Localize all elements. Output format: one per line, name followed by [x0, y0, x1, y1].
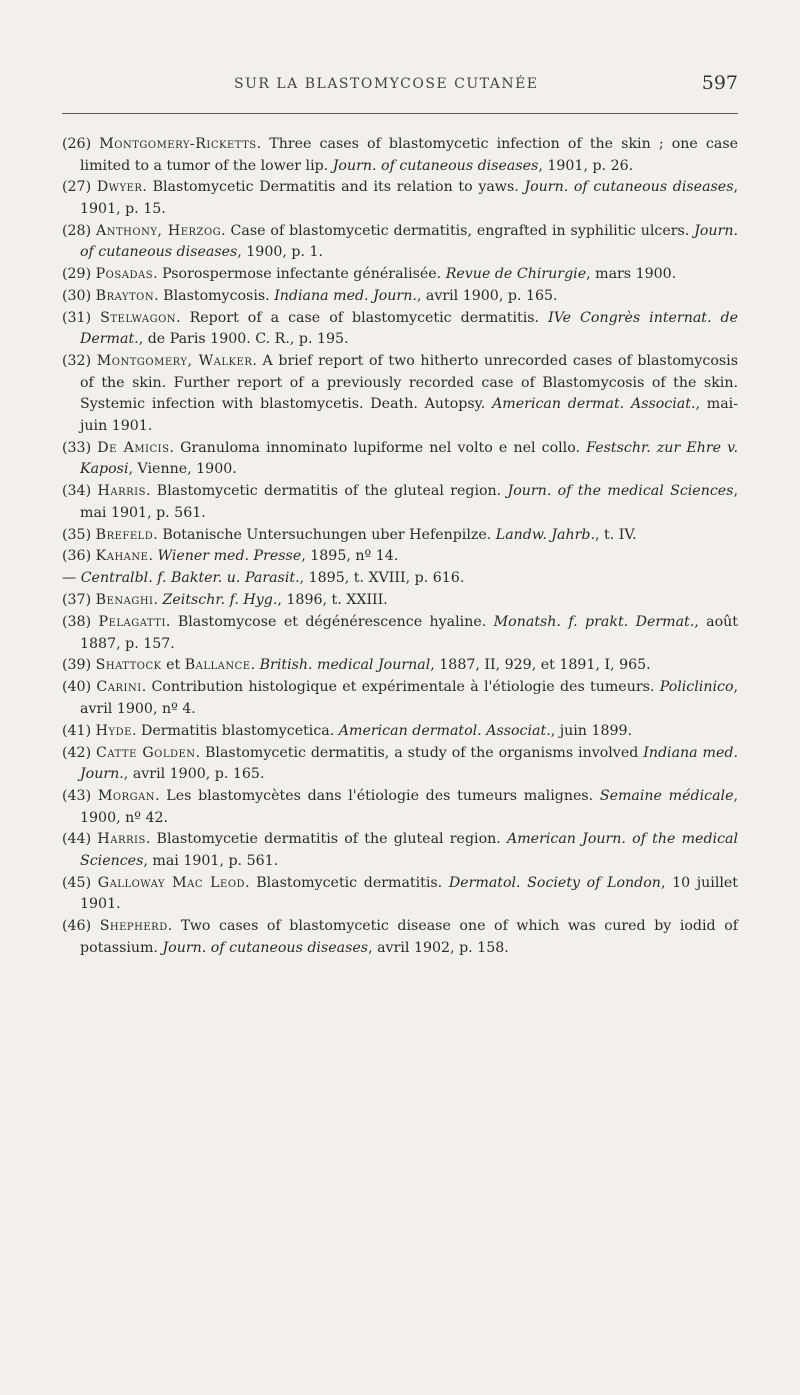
reference-author: Anthony, Herzog — [96, 222, 222, 239]
reference-details: , 1887, II, 929, et 1891, I, 965. — [430, 657, 651, 674]
reference-text: . Report of a case of blastomycetic dermatitis. — [176, 309, 549, 326]
reference-number: (36) — [62, 548, 96, 565]
reference-item — [62, 134, 738, 177]
reference-source: IVe Congrès internat. de Dermat. — [80, 309, 739, 348]
header-rule — [62, 113, 738, 114]
reference-item — [62, 829, 738, 872]
reference-number: (32) — [62, 353, 97, 370]
reference-author: Benaghi — [95, 592, 154, 609]
reference-details: , 1896, t. XXIII. — [277, 592, 388, 609]
reference-details: , Vienne, 1900. — [128, 461, 237, 478]
reference-author: Harris — [97, 483, 146, 500]
page-header — [62, 72, 738, 102]
reference-details: , 1900, nº 42. — [80, 788, 738, 826]
reference-author-2: Ballance — [184, 657, 251, 674]
reference-item — [62, 177, 738, 220]
reference-item — [62, 264, 738, 286]
reference-source: Monatsh. f. prakt. Dermat. — [493, 614, 695, 631]
reference-details: , août 1887, p. 157. — [80, 614, 739, 652]
reference-author: Dwyer — [96, 179, 143, 196]
reference-text: . — [153, 592, 163, 609]
reference-author: Galloway Mac Leod — [97, 874, 246, 891]
reference-item — [62, 655, 738, 677]
running-title: SUR LA BLASTOMYCOSE CUTANÉE — [234, 76, 539, 92]
reference-text: . Botanische Untersuchungen uber Hefenpilze. — [153, 526, 496, 543]
reference-text: . Blastomycetic dermatitis of the gluteal region. — [145, 483, 508, 500]
reference-text: . Blastomycetie dermatitis of the gluteal region. — [145, 831, 507, 848]
reference-author: Harris — [97, 831, 146, 848]
reference-source: Journ. of the medical Sciences — [507, 483, 734, 500]
reference-text: . Contribution histologique et expérimentale à l'étiologie des tumeurs. — [141, 679, 660, 696]
reference-item — [62, 590, 738, 612]
reference-details: , avril 1900, nº 4. — [80, 679, 739, 717]
reference-details: , 1895, t. XVIII, p. 616. — [299, 570, 465, 587]
reference-text: . Blastomycetic dermatitis, a study of the organisms involved — [195, 744, 644, 761]
reference-item — [62, 612, 738, 655]
reference-details: , 10 juillet 1901. — [80, 874, 738, 913]
reference-item — [62, 351, 738, 437]
reference-text: . — [148, 548, 158, 565]
reference-item — [62, 743, 738, 786]
reference-author: Pelagatti — [98, 614, 166, 631]
reference-details: , 1901, p. 26. — [538, 157, 634, 174]
reference-details: , mai 1901, p. 561. — [143, 852, 279, 869]
reference-number: (30) — [62, 288, 96, 305]
reference-author: Brayton — [95, 288, 155, 305]
reference-text: . Blastomycose et dégénérescence hyaline. — [165, 614, 494, 631]
reference-number: (33) — [62, 439, 98, 456]
reference-text: . Blastomycetic dermatitis. — [245, 874, 449, 891]
reference-item — [62, 677, 738, 720]
reference-text: . Two cases of blastomycetic disease one of which was cured by iodid of potassium. — [80, 918, 738, 956]
reference-source: Journ. of cutaneous diseases — [80, 222, 738, 261]
reference-source: Indiana med. Journ. — [274, 288, 417, 305]
reference-details: , avril 1902, p. 158. — [368, 939, 509, 956]
reference-source: Journ. of cutaneous diseases — [332, 157, 539, 174]
reference-source: Festschr. zur Ehre v. Kaposi — [80, 439, 738, 478]
reference-author: Hyde — [95, 722, 132, 739]
reference-number: (35) — [62, 526, 96, 543]
reference-number: (44) — [62, 831, 98, 848]
reference-number: (31) — [62, 309, 101, 326]
reference-source: Centralbl. f. Bakter. u. Parasit. — [80, 570, 300, 587]
reference-number: (42) — [62, 744, 97, 761]
reference-item — [62, 286, 738, 308]
reference-source: American Journ. of the medical Sciences — [80, 831, 739, 869]
reference-text: et — [161, 657, 185, 674]
reference-item — [62, 221, 738, 264]
reference-item — [62, 786, 738, 829]
reference-text: . Blastomycosis. — [154, 288, 275, 305]
reference-number: (39) — [62, 657, 96, 674]
reference-author: Montgomery, Walker — [96, 353, 253, 370]
reference-number: (26) — [62, 136, 100, 152]
reference-item — [62, 525, 738, 547]
reference-author: Carini — [96, 679, 142, 696]
reference-source: British. medical Journal — [259, 657, 431, 674]
reference-source: Wiener med. Presse — [157, 548, 302, 565]
reference-source: Journ. of cutaneous diseases — [524, 179, 734, 196]
reference-item — [62, 916, 738, 959]
reference-details: , t. IV. — [595, 526, 637, 543]
reference-source: Dermatol. Society of London — [448, 874, 661, 891]
reference-source: American dermat. Associat. — [492, 396, 696, 413]
reference-text: . Case of blastomycetic dermatitis, engrafted in syphilitic ulcers. — [221, 222, 695, 239]
reference-source: Journ. of cutaneous diseases — [162, 939, 369, 956]
reference-author: Brefeld — [95, 526, 154, 543]
reference-author: Kahane — [95, 548, 149, 565]
reference-number: (28) — [62, 222, 96, 239]
reference-item — [62, 438, 738, 481]
reference-number: (41) — [62, 722, 96, 739]
reference-number: (29) — [62, 266, 96, 283]
reference-author: Shattock — [95, 657, 162, 674]
reference-item — [62, 721, 738, 743]
reference-author: De Amicis — [97, 439, 170, 456]
reference-text: . Psorospermose infectante généralisée. — [153, 266, 446, 283]
reference-author: Montgomery-Ricketts — [99, 136, 257, 152]
reference-author: Posadas — [95, 266, 154, 283]
reference-source: Indiana med. Journ. — [80, 744, 738, 783]
reference-text: . Les blastomycètes dans l'étiologie des tumeurs malignes. — [155, 788, 600, 805]
reference-details: , mai-juin 1901. — [80, 396, 738, 434]
reference-text: . Three cases of blastomycetic infection of the skin ; one case limited to a tumor of the lower lip. — [80, 136, 738, 174]
reference-item — [62, 308, 738, 351]
reference-text: . Dermatitis blastomycetica. — [131, 722, 339, 739]
reference-item — [62, 481, 738, 524]
reference-number: (45) — [62, 874, 98, 891]
reference-source: Revue de Chirurgie — [445, 266, 587, 283]
reference-number: (46) — [62, 918, 100, 935]
reference-details: , avril 1900, p. 165. — [123, 766, 265, 783]
reference-text: . Blastomycetic Dermatitis and its relation to yaws. — [142, 179, 525, 196]
reference-author: Shepherd — [99, 918, 168, 935]
reference-number: (34) — [62, 483, 98, 500]
reference-details: , juin 1899. — [550, 722, 633, 739]
reference-details: , de Paris 1900. C. R., p. 195. — [138, 331, 349, 348]
reference-number: (43) — [62, 788, 98, 805]
reference-text-2: . — [250, 657, 260, 674]
reference-details: , 1895, nº 14. — [301, 548, 399, 565]
reference-item — [62, 546, 738, 568]
reference-number: (40) — [62, 679, 97, 696]
reference-text: . Granuloma innominato lupiforme nel volto e nel collo. — [169, 439, 587, 456]
reference-source: American dermatol. Associat. — [338, 722, 551, 739]
reference-details: , mars 1900. — [586, 266, 677, 283]
reference-source: Zeitschr. f. Hyg. — [162, 592, 278, 609]
reference-number: — — [62, 570, 81, 587]
reference-source: Semaine médicale — [599, 788, 734, 805]
reference-author: Morgan — [97, 788, 156, 805]
reference-text: . A brief report of two hitherto unrecorded cases of blastomycosis of the skin. Further report of a previously recorded case of Blastomycosis of the skin. Systemic infection with blastomycetis. Death. Autopsy. — [80, 353, 738, 413]
reference-number: (37) — [62, 592, 96, 609]
reference-number: (38) — [62, 614, 99, 631]
reference-details: , mai 1901, p. 561. — [80, 483, 738, 521]
page-number: 597 — [701, 72, 738, 94]
reference-item — [62, 873, 738, 916]
reference-item — [62, 568, 738, 590]
reference-source: Policlinico — [659, 679, 734, 696]
reference-number: (27) — [62, 179, 97, 196]
reference-author: Stelwagon — [100, 309, 177, 326]
reference-list — [62, 134, 738, 960]
reference-details: , 1901, p. 15. — [80, 179, 738, 217]
reference-details: , 1900, p. 1. — [237, 244, 324, 261]
reference-details: , avril 1900, p. 165. — [416, 288, 558, 305]
reference-author: Catte Golden — [96, 744, 196, 761]
reference-source: Landw. Jahrb. — [495, 526, 596, 543]
